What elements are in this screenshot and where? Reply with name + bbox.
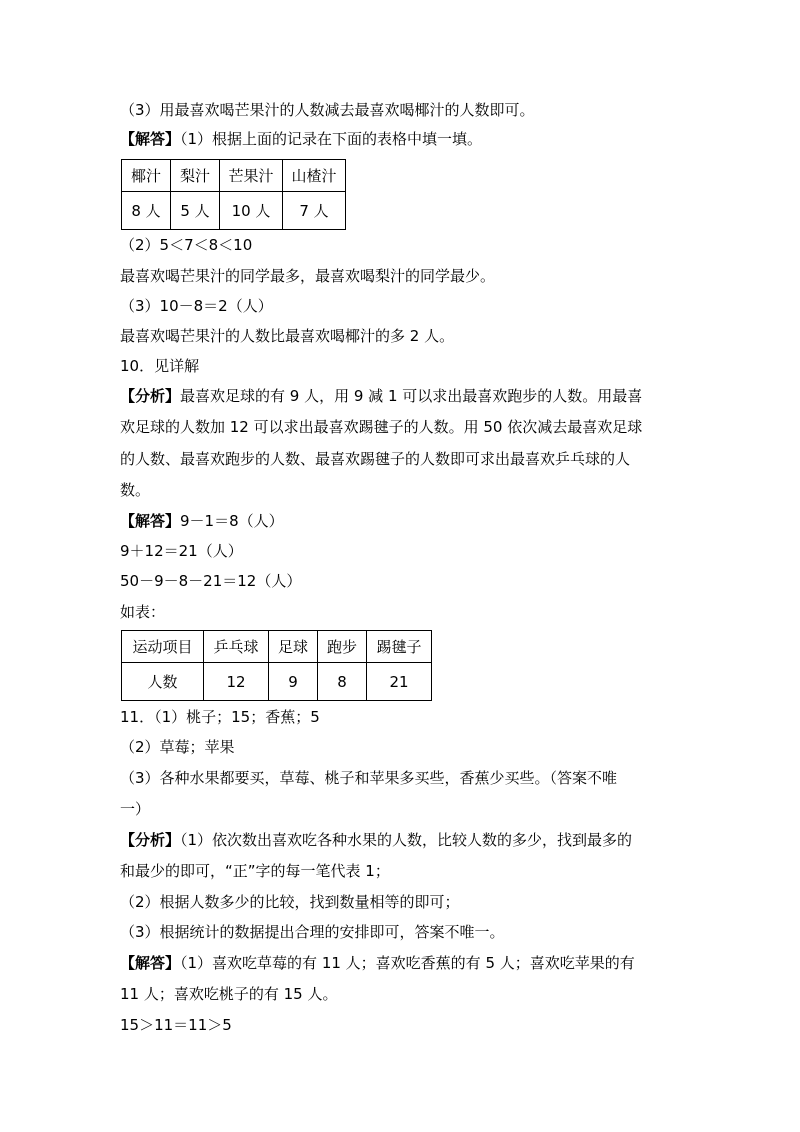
text-line: 10．见详解: [120, 357, 200, 375]
text-line: [120, 952, 635, 974]
table-header-cell: 椰汁: [122, 160, 171, 192]
table-cell: 7 人: [283, 192, 346, 230]
text-line: （2）草莓；苹果: [120, 738, 235, 756]
text-segment: 9－1＝8（人）: [180, 512, 284, 530]
text-line: [120, 128, 482, 150]
table-cell: 10 人: [220, 192, 283, 230]
text-line: 最喜欢喝芒果汁的同学最多，最喜欢喝梨汁的同学最少。: [120, 267, 496, 285]
text-line: （2）5＜7＜8＜10: [120, 236, 253, 254]
table-header-cell: 踢毽子: [367, 631, 432, 663]
text-line: 数。: [120, 481, 151, 499]
text-segment: （1）依次数出喜欢吃各种水果的人数，比较人数的多少，找到最多的: [180, 831, 633, 849]
table-cell: 8: [318, 663, 367, 701]
text-line: 11 人；喜欢吃桃子的有 15 人。: [120, 985, 338, 1003]
text-segment: 最喜欢足球的有 9 人，用 9 减 1 可以求出最喜欢跑步的人数。用最喜: [180, 387, 643, 405]
text-line: （2）根据人数多少的比较，找到数量相等的即可；: [120, 893, 460, 911]
table-header-cell: 运动项目: [122, 631, 204, 663]
text-segment: （1）喜欢吃草莓的有 11 人；喜欢吃香蕉的有 5 人；喜欢吃苹果的有: [180, 954, 635, 972]
text-line: 15＞11＝11＞5: [120, 1016, 232, 1034]
label-answer: 【解答】: [120, 130, 181, 148]
text-line: 11．（1）桃子；15；香蕉；5: [120, 708, 320, 726]
table-header-cell: 跑步: [318, 631, 367, 663]
text-line: 最喜欢喝芒果汁的人数比最喜欢喝椰汁的多 2 人。: [120, 327, 455, 345]
text-line: 欢足球的人数加 12 可以求出最喜欢踢毽子的人数。用 50 依次减去最喜欢足球: [120, 418, 643, 436]
table-cell: 人数: [122, 663, 204, 701]
juice-table: [121, 159, 346, 230]
text-line: 的人数、最喜欢跑步的人数、最喜欢踢毽子的人数即可求出最喜欢乒乓球的人: [120, 450, 631, 468]
label-analysis: 【分析】: [120, 831, 181, 849]
text-line: （3）根据统计的数据提出合理的安排即可，答案不唯一。: [120, 923, 505, 941]
text-line: [120, 510, 284, 532]
table-cell: 5 人: [171, 192, 220, 230]
table-cell: 12: [204, 663, 269, 701]
table-row: [122, 160, 346, 192]
text-line: （3）各种水果都要买，草莓、桃子和苹果多买些，香蕉少买些。（答案不唯: [120, 769, 618, 787]
label-analysis: 【分析】: [120, 387, 181, 405]
text-line: [120, 385, 642, 407]
text-line: 和最少的即可，“正”字的每一笔代表 1；: [120, 862, 390, 880]
text-line: 50－9－8－21＝12（人）: [120, 572, 302, 590]
table-cell: 9: [269, 663, 318, 701]
label-answer: 【解答】: [120, 954, 181, 972]
text-segment: （1）根据上面的记录在下面的表格中填一填。: [180, 130, 483, 148]
text-line: 一）: [120, 800, 151, 818]
table-header-cell: 芒果汁: [220, 160, 283, 192]
table-header-cell: 梨汁: [171, 160, 220, 192]
text-line: （3）10－8＝2（人）: [120, 297, 273, 315]
table-header-cell: 足球: [269, 631, 318, 663]
label-answer: 【解答】: [120, 512, 181, 530]
table-cell: 8 人: [122, 192, 171, 230]
text-line: 9＋12＝21（人）: [120, 542, 243, 560]
table-row: [122, 631, 432, 663]
table-header-cell: 乒乓球: [204, 631, 269, 663]
text-line: [120, 829, 632, 851]
sports-table: [121, 630, 432, 701]
table-row: [122, 192, 346, 230]
text-line: （3）用最喜欢喝芒果汁的人数减去最喜欢喝椰汁的人数即可。: [120, 101, 535, 119]
table-header-cell: 山楂汁: [283, 160, 346, 192]
text-line: 如表：: [120, 603, 166, 621]
table-cell: 21: [367, 663, 432, 701]
table-row: [122, 663, 432, 701]
